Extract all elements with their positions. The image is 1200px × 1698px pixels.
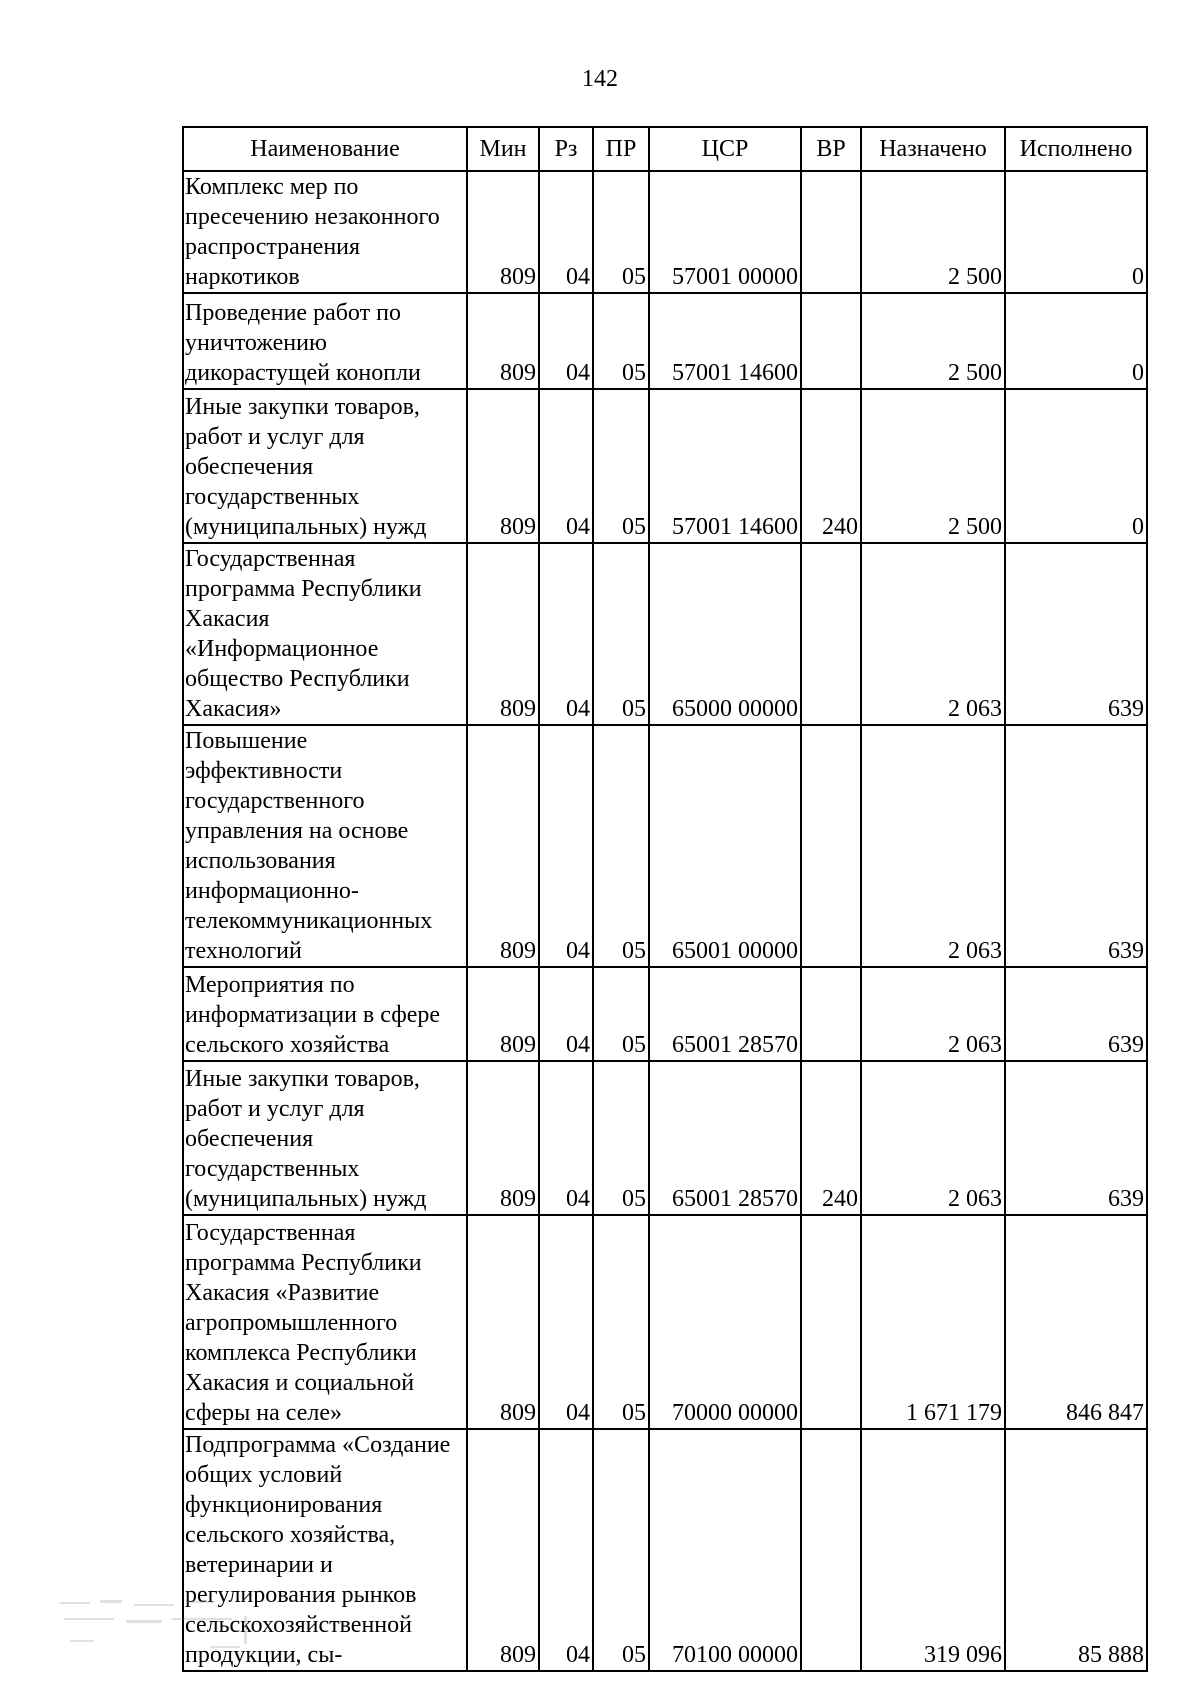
table-row (183, 1215, 1147, 1429)
row-assigned: 2 063 (861, 1061, 1005, 1215)
row-pr: 05 (593, 1061, 649, 1215)
row-assigned: 2 500 (861, 171, 1005, 293)
row-name: Государственная программа Республики Хакасия «Информационное общество Республики Хакасия» (183, 543, 467, 725)
table-row (183, 543, 1147, 725)
header-assigned: Назначено (861, 127, 1005, 171)
row-rz: 04 (539, 389, 593, 543)
row-vr (801, 967, 861, 1061)
row-rz: 04 (539, 1429, 593, 1671)
row-pr: 05 (593, 967, 649, 1061)
row-assigned: 2 500 (861, 293, 1005, 389)
row-name: Государственная программа Республики Хакасия «Развитие агропромышленного комплекса Республики Хакасия и социальной сферы на селе» (183, 1215, 467, 1429)
row-rz: 04 (539, 1061, 593, 1215)
row-name: Повышение эффективности государственного управления на основе использования информационно-телекоммуникационных технологий (183, 725, 467, 967)
row-min: 809 (467, 543, 539, 725)
row-rz: 04 (539, 1215, 593, 1429)
row-vr (801, 543, 861, 725)
table-row (183, 171, 1147, 293)
row-csr: 65001 00000 (649, 725, 801, 967)
row-min: 809 (467, 1215, 539, 1429)
row-csr: 70000 00000 (649, 1215, 801, 1429)
row-min: 809 (467, 171, 539, 293)
row-assigned: 2 063 (861, 967, 1005, 1061)
row-executed: 846 847 (1005, 1215, 1147, 1429)
row-min: 809 (467, 725, 539, 967)
row-assigned: 1 671 179 (861, 1215, 1005, 1429)
row-pr: 05 (593, 543, 649, 725)
header-rz: Рз (539, 127, 593, 171)
table-header-row (183, 127, 1147, 171)
row-min: 809 (467, 1429, 539, 1671)
row-csr: 57001 14600 (649, 389, 801, 543)
row-vr: 240 (801, 389, 861, 543)
row-executed: 0 (1005, 293, 1147, 389)
page-number: 142 (582, 66, 618, 92)
table-row (183, 725, 1147, 967)
table-row (183, 389, 1147, 543)
row-executed: 639 (1005, 1061, 1147, 1215)
budget-table (182, 126, 1148, 1672)
header-vr: ВР (801, 127, 861, 171)
row-vr (801, 725, 861, 967)
row-csr: 70100 00000 (649, 1429, 801, 1671)
table-row (183, 1061, 1147, 1215)
header-pr: ПР (593, 127, 649, 171)
row-min: 809 (467, 293, 539, 389)
row-rz: 04 (539, 171, 593, 293)
table-row (183, 293, 1147, 389)
row-csr: 57001 00000 (649, 171, 801, 293)
row-vr (801, 293, 861, 389)
scan-artifact (60, 1596, 280, 1656)
row-csr: 65001 28570 (649, 1061, 801, 1215)
row-csr: 65001 28570 (649, 967, 801, 1061)
row-name: Иные закупки товаров, работ и услуг для обеспечения государственных (муниципальных) нужд (183, 389, 467, 543)
row-rz: 04 (539, 725, 593, 967)
row-vr (801, 1215, 861, 1429)
row-rz: 04 (539, 967, 593, 1061)
row-csr: 57001 14600 (649, 293, 801, 389)
table-row (183, 1429, 1147, 1671)
header-executed: Исполнено (1005, 127, 1147, 171)
row-pr: 05 (593, 389, 649, 543)
row-rz: 04 (539, 543, 593, 725)
header-csr: ЦСР (649, 127, 801, 171)
row-name: Комплекс мер по пресечению незаконного распространения наркотиков (183, 171, 467, 293)
row-min: 809 (467, 1061, 539, 1215)
row-name: Подпрограмма «Создание общих условий функционирования сельского хозяйства, ветеринарии и регулирования рынков сельскохозяйственной продукции, сы- (183, 1429, 467, 1671)
row-vr (801, 1429, 861, 1671)
row-assigned: 2 500 (861, 389, 1005, 543)
table-row (183, 967, 1147, 1061)
row-name: Иные закупки товаров, работ и услуг для обеспечения государственных (муниципальных) нужд (183, 1061, 467, 1215)
row-executed: 85 888 (1005, 1429, 1147, 1671)
row-pr: 05 (593, 171, 649, 293)
row-executed: 639 (1005, 725, 1147, 967)
header-name: Наименование (183, 127, 467, 171)
header-min: Мин (467, 127, 539, 171)
row-name: Проведение работ по уничтожению дикорастущей конопли (183, 293, 467, 389)
row-executed: 639 (1005, 967, 1147, 1061)
row-pr: 05 (593, 1215, 649, 1429)
row-pr: 05 (593, 725, 649, 967)
row-vr: 240 (801, 1061, 861, 1215)
row-csr: 65000 00000 (649, 543, 801, 725)
row-pr: 05 (593, 293, 649, 389)
row-min: 809 (467, 967, 539, 1061)
row-assigned: 2 063 (861, 543, 1005, 725)
row-min: 809 (467, 389, 539, 543)
row-executed: 0 (1005, 171, 1147, 293)
row-executed: 639 (1005, 543, 1147, 725)
row-rz: 04 (539, 293, 593, 389)
row-assigned: 319 096 (861, 1429, 1005, 1671)
row-name: Мероприятия по информатизации в сфере сельского хозяйства (183, 967, 467, 1061)
row-pr: 05 (593, 1429, 649, 1671)
row-executed: 0 (1005, 389, 1147, 543)
row-assigned: 2 063 (861, 725, 1005, 967)
row-vr (801, 171, 861, 293)
